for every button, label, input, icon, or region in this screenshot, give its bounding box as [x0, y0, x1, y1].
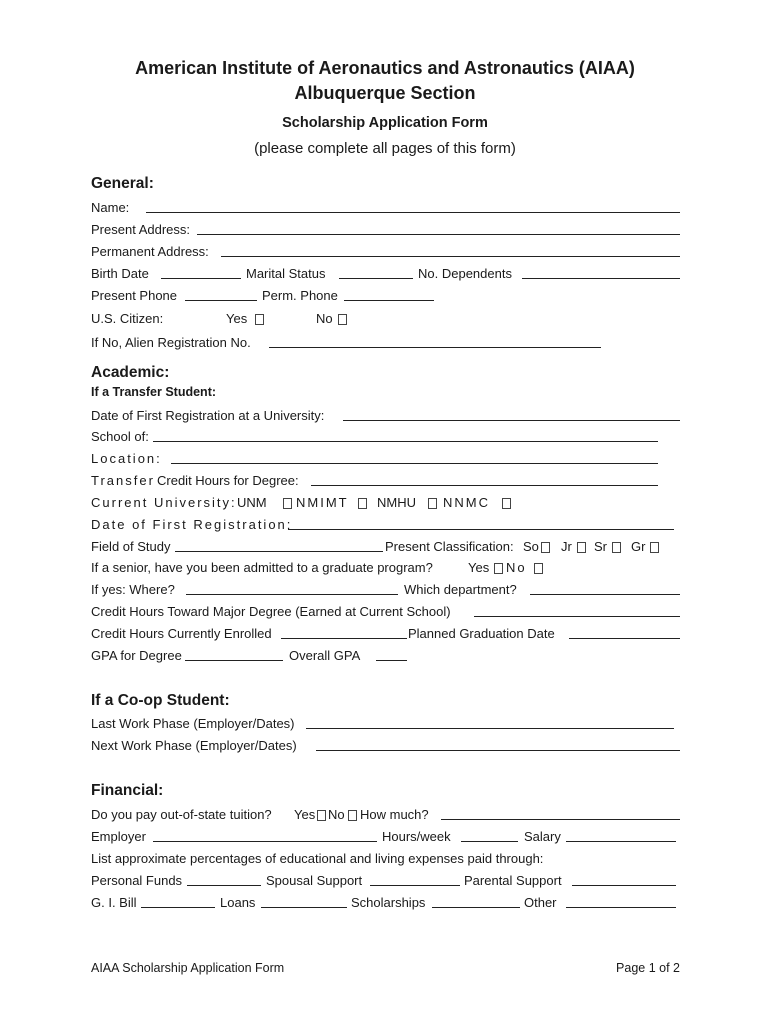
funds-row	[91, 872, 680, 890]
last-work-label: Last Work Phase (Employer/Dates)	[91, 716, 295, 731]
how-much-label: How much?	[360, 807, 429, 822]
class-sr-label: Sr	[594, 539, 607, 554]
other-label: Other	[524, 895, 557, 910]
enrolled-row	[91, 625, 680, 643]
senior-yes-label: Yes	[468, 560, 490, 575]
tuition-no-label: No	[328, 807, 345, 822]
class-gr-label: Gr	[631, 539, 646, 554]
gpa-degree-label: GPA for Degree	[91, 648, 182, 663]
expenses-row	[91, 850, 680, 868]
univ-nmhu-checkbox[interactable]	[428, 498, 437, 509]
out-of-state-label: Do you pay out-of-state tuition?	[91, 807, 272, 822]
date-first-reg-label: Date of First Registration:	[91, 517, 293, 532]
date-first-reg-row	[91, 516, 680, 534]
coop-heading: If a Co-op Student:	[91, 692, 230, 709]
loans-field[interactable]	[261, 894, 347, 908]
perm-phone-label: Perm. Phone	[262, 288, 338, 303]
birth-date-field[interactable]	[161, 265, 241, 279]
univ-unm-checkbox[interactable]	[283, 498, 292, 509]
school-of-row	[91, 428, 680, 446]
next-work-row	[91, 737, 680, 755]
gi-bill-label: G. I. Bill	[91, 895, 137, 910]
gpa-row	[91, 647, 680, 665]
alien-reg-label: If No, Alien Registration No.	[91, 335, 251, 350]
last-work-field[interactable]	[306, 715, 674, 729]
if-yes-where-label: If yes: Where?	[91, 582, 175, 597]
first-reg-univ-field[interactable]	[343, 407, 680, 421]
parental-support-label: Parental Support	[464, 873, 562, 888]
form-instruction: (please complete all pages of this form)	[254, 140, 516, 157]
present-phone-label: Present Phone	[91, 288, 178, 303]
alien-reg-field[interactable]	[269, 334, 601, 348]
name-field[interactable]	[146, 199, 680, 213]
planned-grad-label: Planned Graduation Date	[408, 626, 555, 641]
present-phone-field[interactable]	[185, 287, 257, 301]
class-jr-label: Jr	[561, 539, 572, 554]
classification-label: Present Classification:	[385, 539, 514, 554]
hours-week-field[interactable]	[461, 828, 518, 842]
dependents-label: No. Dependents	[418, 266, 512, 281]
org-title: American Institute of Aeronautics and Astronautics (AIAA)	[135, 58, 635, 78]
senior-no-checkbox[interactable]	[534, 563, 543, 574]
where-field[interactable]	[186, 581, 398, 595]
dependents-field[interactable]	[522, 265, 680, 279]
univ-unm-label: UNM	[237, 495, 267, 510]
citizen-yes-checkbox[interactable]	[255, 314, 264, 325]
parental-support-field[interactable]	[572, 872, 676, 886]
class-so-label: So	[523, 539, 539, 554]
how-much-field[interactable]	[441, 806, 680, 820]
current-univ-row	[91, 494, 680, 512]
location-label: Location:	[91, 451, 162, 466]
last-work-row	[91, 715, 680, 733]
salary-field[interactable]	[566, 828, 676, 842]
senior-no-label: No	[506, 560, 527, 575]
location-field[interactable]	[171, 450, 658, 464]
form-title: Scholarship Application Form	[282, 115, 488, 131]
class-gr-checkbox[interactable]	[650, 542, 659, 553]
aid-row	[91, 894, 680, 912]
general-heading: General:	[91, 175, 154, 192]
citizen-no-checkbox[interactable]	[338, 314, 347, 325]
transfer-hours-field[interactable]	[311, 472, 658, 486]
other-field[interactable]	[566, 894, 676, 908]
marital-status-label: Marital Status	[246, 266, 326, 281]
major-hours-row	[91, 603, 680, 621]
name-row	[91, 199, 680, 217]
senior-question-label: If a senior, have you been admitted to a graduate program?	[91, 560, 433, 575]
class-jr-checkbox[interactable]	[577, 542, 586, 553]
loans-label: Loans	[220, 895, 256, 910]
marital-status-field[interactable]	[339, 265, 413, 279]
transfer-label: Transfer	[91, 473, 155, 488]
footer-form-name: AIAA Scholarship Application Form	[91, 961, 285, 975]
hours-enrolled-field[interactable]	[281, 625, 407, 639]
field-of-study-row	[91, 538, 680, 556]
univ-nmimt-checkbox[interactable]	[358, 498, 367, 509]
current-univ-label: Current University:	[91, 495, 237, 510]
scholarships-field[interactable]	[432, 894, 520, 908]
section-title: Albuquerque Section	[294, 83, 476, 103]
citizen-no-label: No	[316, 311, 333, 326]
gi-bill-field[interactable]	[141, 894, 215, 908]
employer-row	[91, 828, 680, 846]
senior-row	[91, 559, 680, 577]
school-of-field[interactable]	[153, 428, 658, 442]
citizen-row	[91, 310, 680, 328]
alien-reg-row	[91, 334, 680, 352]
transfer-heading: If a Transfer Student:	[91, 385, 217, 399]
which-dept-field[interactable]	[530, 581, 680, 595]
birth-date-label: Birth Date	[91, 266, 149, 281]
transfer-hours-row	[91, 472, 680, 490]
date-first-reg-field[interactable]	[288, 516, 674, 530]
univ-nmhu-label: NMHU	[377, 495, 416, 510]
tuition-no-checkbox[interactable]	[348, 810, 357, 821]
senior-yes-checkbox[interactable]	[494, 563, 503, 574]
transfer-hours-label: Credit Hours for Degree:	[157, 473, 299, 488]
birth-marital-row	[91, 265, 680, 283]
present-address-field[interactable]	[197, 221, 680, 235]
field-of-study-label: Field of Study	[91, 539, 171, 554]
planned-grad-field[interactable]	[569, 625, 680, 639]
spousal-support-field[interactable]	[370, 872, 460, 886]
citizen-yes-label: Yes	[226, 311, 248, 326]
financial-heading: Financial:	[91, 782, 164, 799]
footer-page-number: Page 1 of 2	[616, 961, 680, 975]
tuition-row	[91, 806, 680, 824]
spousal-support-label: Spousal Support	[266, 873, 363, 888]
overall-gpa-label: Overall GPA	[289, 648, 361, 663]
permanent-address-row	[91, 243, 680, 261]
perm-phone-field[interactable]	[344, 287, 434, 301]
employer-field[interactable]	[153, 828, 377, 842]
gpa-degree-field[interactable]	[185, 647, 283, 661]
class-so-checkbox[interactable]	[541, 542, 550, 553]
salary-label: Salary	[524, 829, 561, 844]
school-of-label: School of:	[91, 429, 149, 444]
major-hours-label: Credit Hours Toward Major Degree (Earned at Current School)	[91, 604, 451, 619]
tuition-yes-label: Yes	[294, 807, 316, 822]
employer-label: Employer	[91, 829, 146, 844]
list-expenses-label: List approximate percentages of educational and living expenses paid through:	[91, 851, 544, 866]
first-reg-univ-label: Date of First Registration at a University:	[91, 408, 325, 423]
where-row	[91, 581, 680, 599]
personal-funds-field[interactable]	[187, 872, 261, 886]
overall-gpa-field[interactable]	[376, 647, 407, 661]
class-sr-checkbox[interactable]	[612, 542, 621, 553]
which-dept-label: Which department?	[404, 582, 517, 597]
next-work-label: Next Work Phase (Employer/Dates)	[91, 738, 297, 753]
academic-heading: Academic:	[91, 364, 170, 381]
present-address-label: Present Address:	[91, 222, 190, 237]
univ-nmimt-label: NMIMT	[296, 495, 349, 510]
phone-row	[91, 287, 680, 305]
location-row	[91, 450, 680, 468]
tuition-yes-checkbox[interactable]	[317, 810, 326, 821]
permanent-address-label: Permanent Address:	[91, 244, 209, 259]
first-reg-univ-row	[91, 407, 680, 425]
hours-week-label: Hours/week	[382, 829, 451, 844]
citizen-label: U.S. Citizen:	[91, 311, 164, 326]
hours-enrolled-label: Credit Hours Currently Enrolled	[91, 626, 272, 641]
present-address-row	[91, 221, 680, 239]
name-label: Name:	[91, 200, 130, 215]
major-hours-field[interactable]	[474, 603, 680, 617]
field-of-study-field[interactable]	[175, 538, 383, 552]
next-work-field[interactable]	[316, 737, 680, 751]
permanent-address-field[interactable]	[221, 243, 680, 257]
scholarships-label: Scholarships	[351, 895, 426, 910]
personal-funds-label: Personal Funds	[91, 873, 183, 888]
univ-nnmc-checkbox[interactable]	[502, 498, 511, 509]
univ-nnmc-label: NNMC	[443, 495, 490, 510]
